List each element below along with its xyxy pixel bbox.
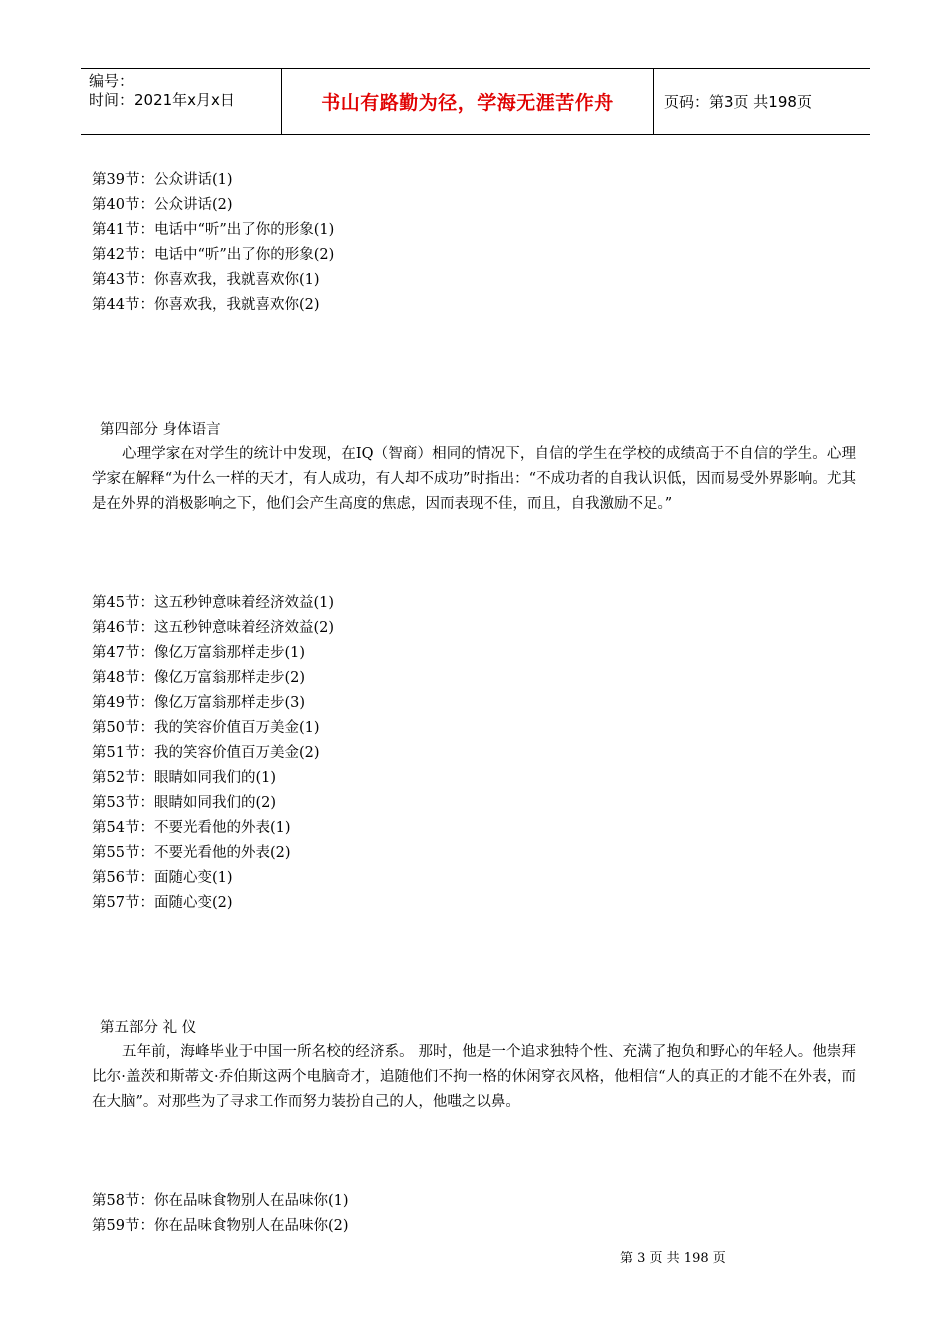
section-paragraph-part4: 心理学家在对学生的统计中发现，在IQ（智商）相同的情况下，自信的学生在学校的成绩高于不自信的学生。心理学家在解释“为什么一样的天才，有人成功，有人却不成功”时指出：“不成功者的自我认识低，因而易受外界影响。尤其是在外界的消极影响之下，他们会产生高度的焦虑，因而表现不佳，而且，自我激励不足。” bbox=[92, 446, 856, 512]
header-number-label: 编号： bbox=[89, 72, 135, 90]
list-item: 第41节：电话中“听”出了你的形象(1) bbox=[92, 222, 335, 238]
section-heading-part5: 第五部分 礼 仪 bbox=[100, 1020, 197, 1036]
list-item: 第39节：公众讲话(1) bbox=[92, 172, 233, 188]
list-item: 第50节：我的笑容价值百万美金(1) bbox=[92, 720, 320, 736]
list-item: 第54节：不要光看他的外表(1) bbox=[92, 820, 291, 836]
header-page-info: 页码：第3页 共198页 bbox=[664, 93, 812, 111]
section-heading-part4: 第四部分 身体语言 bbox=[100, 422, 221, 438]
list-item: 第42节：电话中“听”出了你的形象(2) bbox=[92, 247, 335, 263]
list-item: 第43节：你喜欢我，我就喜欢你(1) bbox=[92, 272, 320, 288]
list-item: 第55节：不要光看他的外表(2) bbox=[92, 845, 291, 861]
list-item: 第45节：这五秒钟意味着经济效益(1) bbox=[92, 595, 334, 611]
list-item: 第49节：像亿万富翁那样走步(3) bbox=[92, 695, 305, 711]
header-motto-cell bbox=[282, 69, 654, 134]
list-item: 第46节：这五秒钟意味着经济效益(2) bbox=[92, 620, 334, 636]
list-item: 第40节：公众讲话(2) bbox=[92, 197, 233, 213]
header-motto: 书山有路勤为径，学海无涯苦作舟 bbox=[321, 92, 614, 114]
list-item: 第48节：像亿万富翁那样走步(2) bbox=[92, 670, 305, 686]
list-item: 第57节：面随心变(2) bbox=[92, 895, 233, 911]
list-item: 第44节：你喜欢我，我就喜欢你(2) bbox=[92, 297, 320, 313]
header-meta bbox=[81, 69, 282, 134]
header-time-label: 时间：2021年x月x日 bbox=[89, 91, 235, 109]
list-item: 第59节：你在品味食物别人在品味你(2) bbox=[92, 1218, 349, 1234]
page-footer: 第 3 页 共 198 页 bbox=[620, 1251, 726, 1266]
list-item: 第47节：像亿万富翁那样走步(1) bbox=[92, 645, 305, 661]
list-item: 第52节：眼睛如同我们的(1) bbox=[92, 770, 276, 786]
page-header bbox=[81, 68, 870, 135]
list-item: 第58节：你在品味食物别人在品味你(1) bbox=[92, 1193, 349, 1209]
list-item: 第53节：眼睛如同我们的(2) bbox=[92, 795, 276, 811]
section-paragraph-part5: 五年前，海峰毕业于中国一所名校的经济系。 那时，他是一个追求独特个性、充满了抱负和野心的年轻人。他崇拜比尔·盖茨和斯蒂文·乔伯斯这两个电脑奇才，追随他们不拘一格的休闲穿衣风格，他相信“人的真正的才能不在外表，而在大脑”。对那些为了寻求工作而努力装扮自己的人，他嗤之以鼻。 bbox=[92, 1044, 856, 1110]
list-item: 第51节：我的笑容价值百万美金(2) bbox=[92, 745, 320, 761]
list-item: 第56节：面随心变(1) bbox=[92, 870, 233, 886]
